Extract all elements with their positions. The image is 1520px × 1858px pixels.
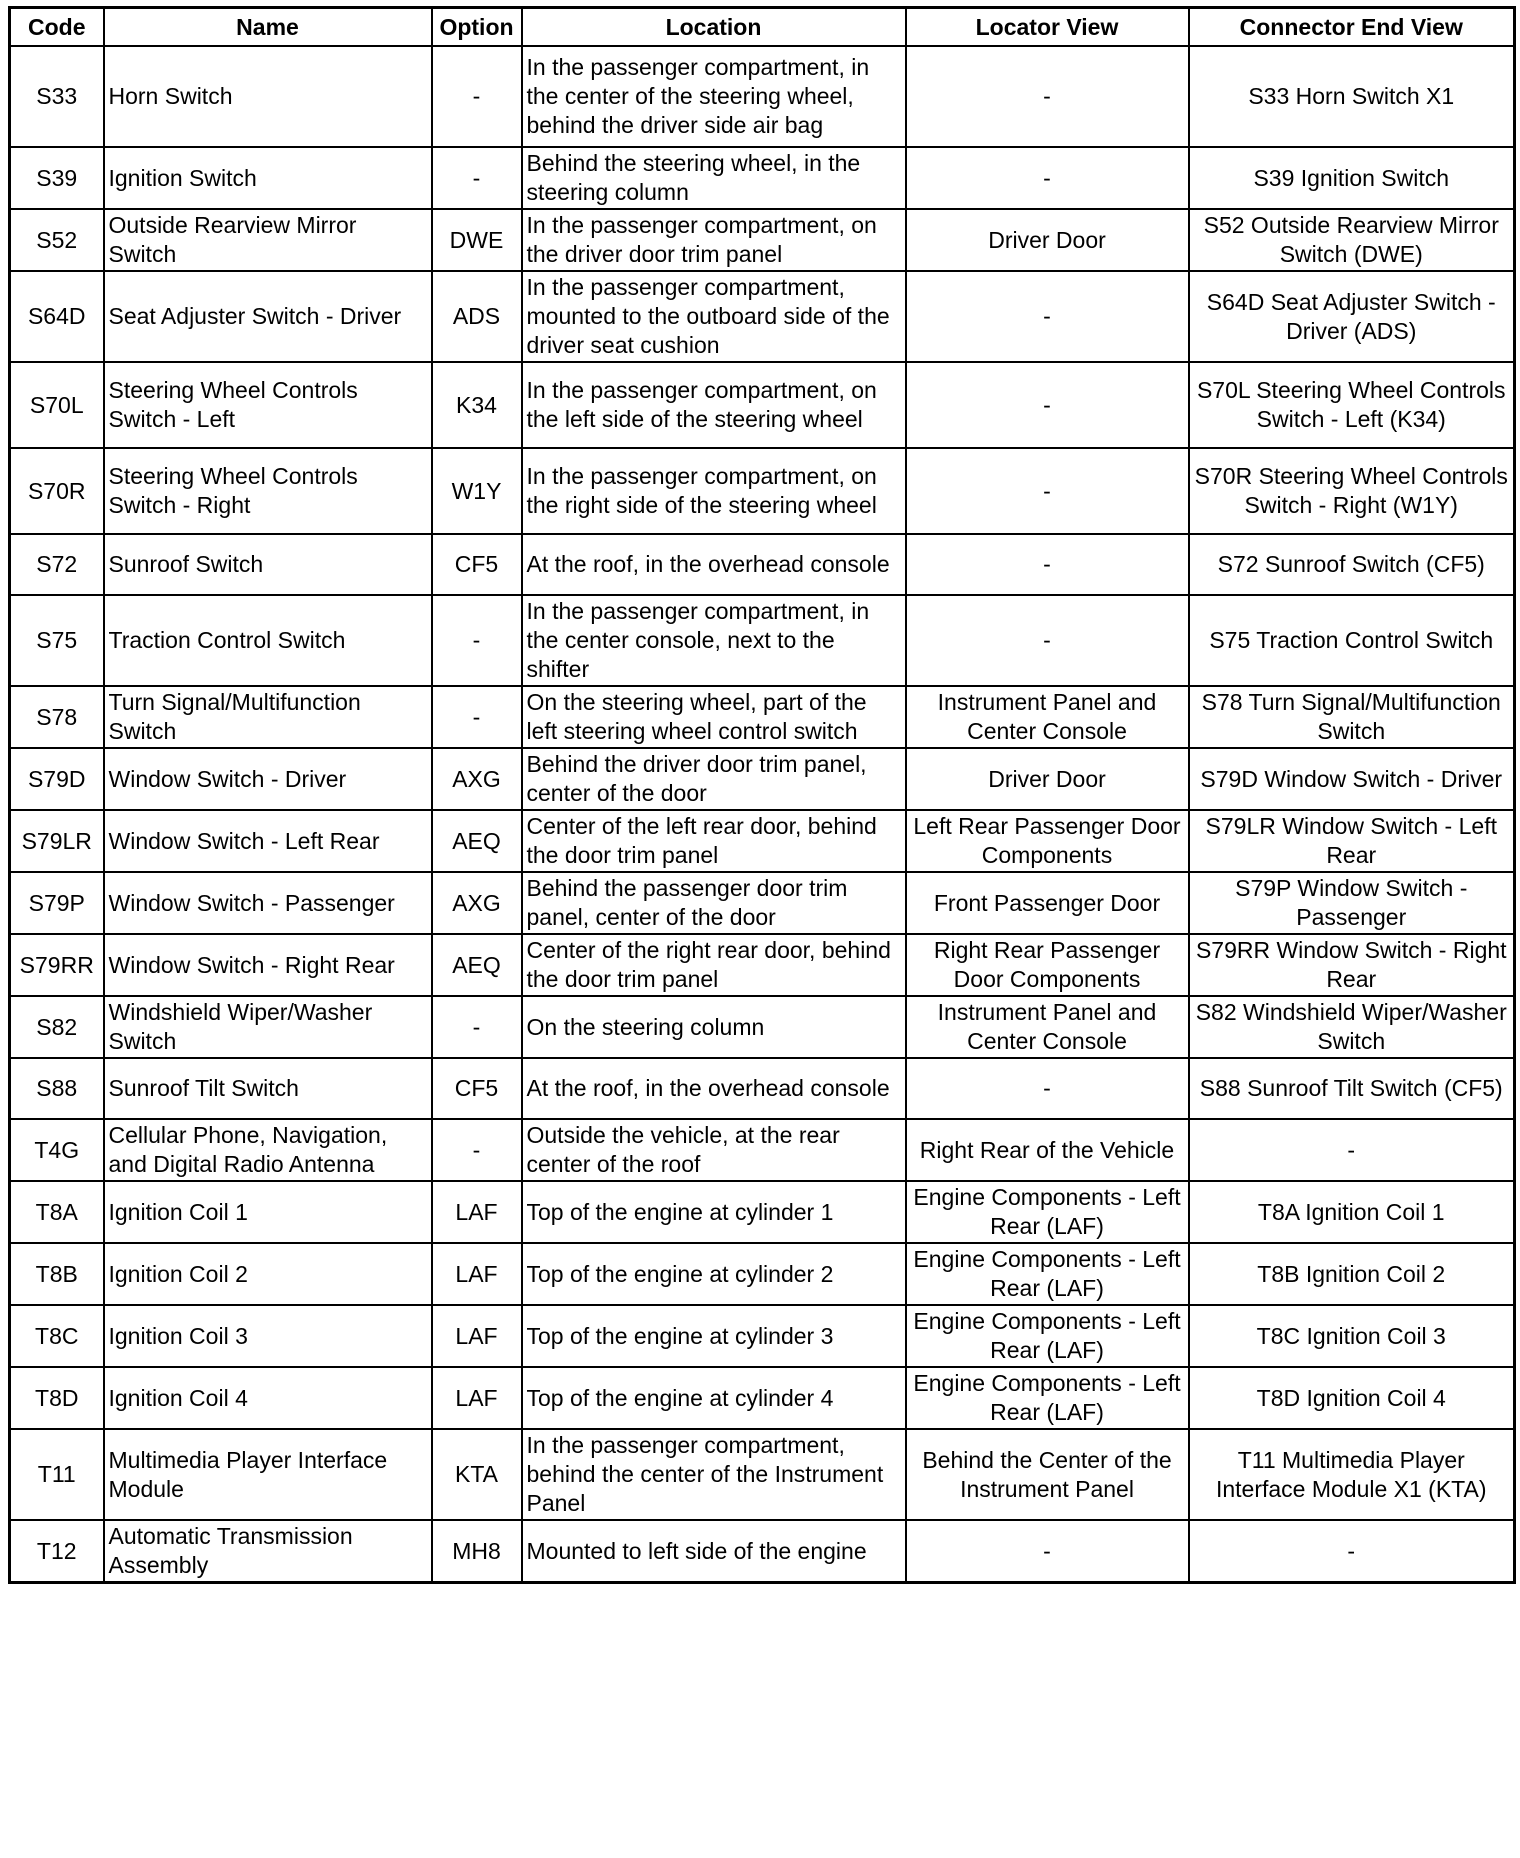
cell-locator-view: -	[906, 1520, 1189, 1583]
cell-locator-view: Driver Door	[906, 209, 1189, 271]
cell-option: AEQ	[432, 810, 522, 872]
cell-option: LAF	[432, 1243, 522, 1305]
cell-name: Ignition Coil 4	[104, 1367, 432, 1429]
cell-option: CF5	[432, 1058, 522, 1119]
cell-code: S79P	[10, 872, 104, 934]
table-row	[10, 872, 1515, 934]
cell-location: Mounted to left side of the engine	[522, 1520, 906, 1583]
cell-option: CF5	[432, 534, 522, 595]
cell-option: AEQ	[432, 934, 522, 996]
cell-code: T4G	[10, 1119, 104, 1181]
cell-option: DWE	[432, 209, 522, 271]
header-location: Location	[522, 8, 906, 47]
cell-option: KTA	[432, 1429, 522, 1520]
cell-connector-end-view: S82 Windshield Wiper/Washer Switch	[1189, 996, 1515, 1058]
cell-location: Behind the driver door trim panel, center of the door	[522, 748, 906, 810]
table-body	[10, 46, 1515, 1583]
cell-connector-end-view: S64D Seat Adjuster Switch - Driver (ADS)	[1189, 271, 1515, 362]
cell-location: At the roof, in the overhead console	[522, 1058, 906, 1119]
cell-option: LAF	[432, 1367, 522, 1429]
cell-location: Outside the vehicle, at the rear center of the roof	[522, 1119, 906, 1181]
cell-option: -	[432, 1119, 522, 1181]
cell-location: Top of the engine at cylinder 3	[522, 1305, 906, 1367]
cell-locator-view: Driver Door	[906, 748, 1189, 810]
cell-location: On the steering column	[522, 996, 906, 1058]
table-row	[10, 1058, 1515, 1119]
table-row	[10, 996, 1515, 1058]
table-row	[10, 362, 1515, 448]
cell-locator-view: Behind the Center of the Instrument Panel	[906, 1429, 1189, 1520]
cell-name: Windshield Wiper/Washer Switch	[104, 996, 432, 1058]
cell-location: In the passenger compartment, on the driver door trim panel	[522, 209, 906, 271]
cell-locator-view: -	[906, 147, 1189, 209]
cell-name: Window Switch - Right Rear	[104, 934, 432, 996]
table-row	[10, 147, 1515, 209]
cell-connector-end-view: S79RR Window Switch - Right Rear	[1189, 934, 1515, 996]
table-row	[10, 595, 1515, 686]
cell-code: T8A	[10, 1181, 104, 1243]
cell-name: Cellular Phone, Navigation, and Digital Radio Antenna	[104, 1119, 432, 1181]
cell-option: -	[432, 996, 522, 1058]
cell-code: S70R	[10, 448, 104, 534]
cell-location: In the passenger compartment, on the right side of the steering wheel	[522, 448, 906, 534]
cell-code: S72	[10, 534, 104, 595]
cell-name: Window Switch - Driver	[104, 748, 432, 810]
cell-name: Window Switch - Passenger	[104, 872, 432, 934]
table-row	[10, 1181, 1515, 1243]
cell-location: In the passenger compartment, on the left side of the steering wheel	[522, 362, 906, 448]
cell-code: T8D	[10, 1367, 104, 1429]
cell-locator-view: Engine Components - Left Rear (LAF)	[906, 1181, 1189, 1243]
cell-connector-end-view: -	[1189, 1520, 1515, 1583]
cell-location: In the passenger compartment, behind the center of the Instrument Panel	[522, 1429, 906, 1520]
cell-name: Steering Wheel Controls Switch - Right	[104, 448, 432, 534]
cell-location: On the steering wheel, part of the left steering wheel control switch	[522, 686, 906, 748]
cell-option: W1Y	[432, 448, 522, 534]
cell-connector-end-view: T8A Ignition Coil 1	[1189, 1181, 1515, 1243]
cell-connector-end-view: T11 Multimedia Player Interface Module X1 (KTA)	[1189, 1429, 1515, 1520]
cell-locator-view: Front Passenger Door	[906, 872, 1189, 934]
cell-code: S79LR	[10, 810, 104, 872]
cell-locator-view: Instrument Panel and Center Console	[906, 686, 1189, 748]
cell-code: T11	[10, 1429, 104, 1520]
cell-option: K34	[432, 362, 522, 448]
cell-locator-view: Engine Components - Left Rear (LAF)	[906, 1367, 1189, 1429]
cell-connector-end-view: T8D Ignition Coil 4	[1189, 1367, 1515, 1429]
cell-location: Center of the left rear door, behind the door trim panel	[522, 810, 906, 872]
cell-locator-view: -	[906, 534, 1189, 595]
table-row	[10, 1367, 1515, 1429]
cell-location: In the passenger compartment, mounted to the outboard side of the driver seat cushion	[522, 271, 906, 362]
cell-name: Ignition Coil 1	[104, 1181, 432, 1243]
cell-connector-end-view: -	[1189, 1119, 1515, 1181]
cell-location: Behind the passenger door trim panel, center of the door	[522, 872, 906, 934]
table-row	[10, 1243, 1515, 1305]
cell-locator-view: Engine Components - Left Rear (LAF)	[906, 1243, 1189, 1305]
cell-connector-end-view: S79LR Window Switch - Left Rear	[1189, 810, 1515, 872]
cell-code: S39	[10, 147, 104, 209]
cell-option: AXG	[432, 872, 522, 934]
header-option: Option	[432, 8, 522, 47]
cell-option: LAF	[432, 1181, 522, 1243]
table-row	[10, 271, 1515, 362]
cell-option: -	[432, 147, 522, 209]
cell-connector-end-view: S79D Window Switch - Driver	[1189, 748, 1515, 810]
cell-name: Horn Switch	[104, 46, 432, 147]
cell-name: Seat Adjuster Switch - Driver	[104, 271, 432, 362]
cell-code: T12	[10, 1520, 104, 1583]
component-locator-table	[8, 6, 1516, 1584]
cell-locator-view: Right Rear Passenger Door Components	[906, 934, 1189, 996]
cell-code: S88	[10, 1058, 104, 1119]
cell-code: S78	[10, 686, 104, 748]
cell-option: -	[432, 686, 522, 748]
cell-locator-view: -	[906, 448, 1189, 534]
cell-code: S79D	[10, 748, 104, 810]
cell-connector-end-view: S79P Window Switch - Passenger	[1189, 872, 1515, 934]
cell-location: Behind the steering wheel, in the steering column	[522, 147, 906, 209]
cell-option: ADS	[432, 271, 522, 362]
table-row	[10, 1520, 1515, 1583]
cell-option: MH8	[432, 1520, 522, 1583]
table-row	[10, 534, 1515, 595]
cell-name: Outside Rearview Mirror Switch	[104, 209, 432, 271]
cell-code: S75	[10, 595, 104, 686]
cell-locator-view: -	[906, 46, 1189, 147]
cell-code: T8B	[10, 1243, 104, 1305]
cell-name: Traction Control Switch	[104, 595, 432, 686]
cell-name: Steering Wheel Controls Switch - Left	[104, 362, 432, 448]
cell-connector-end-view: S72 Sunroof Switch (CF5)	[1189, 534, 1515, 595]
cell-name: Multimedia Player Interface Module	[104, 1429, 432, 1520]
cell-code: S64D	[10, 271, 104, 362]
table-row	[10, 810, 1515, 872]
table-row	[10, 1305, 1515, 1367]
cell-connector-end-view: S70R Steering Wheel Controls Switch - Right (W1Y)	[1189, 448, 1515, 534]
cell-code: T8C	[10, 1305, 104, 1367]
cell-connector-end-view: S33 Horn Switch X1	[1189, 46, 1515, 147]
cell-option: LAF	[432, 1305, 522, 1367]
header-locator-view: Locator View	[906, 8, 1189, 47]
cell-connector-end-view: S52 Outside Rearview Mirror Switch (DWE)	[1189, 209, 1515, 271]
cell-code: S70L	[10, 362, 104, 448]
cell-location: In the passenger compartment, in the center of the steering wheel, behind the driver side air bag	[522, 46, 906, 147]
cell-connector-end-view: S70L Steering Wheel Controls Switch - Left (K34)	[1189, 362, 1515, 448]
cell-location: Top of the engine at cylinder 2	[522, 1243, 906, 1305]
table-row	[10, 1119, 1515, 1181]
cell-locator-view: -	[906, 1058, 1189, 1119]
cell-name: Ignition Coil 2	[104, 1243, 432, 1305]
cell-name: Window Switch - Left Rear	[104, 810, 432, 872]
cell-name: Turn Signal/Multifunction Switch	[104, 686, 432, 748]
cell-connector-end-view: S78 Turn Signal/Multifunction Switch	[1189, 686, 1515, 748]
table-header-row	[10, 8, 1515, 47]
cell-location: At the roof, in the overhead console	[522, 534, 906, 595]
cell-locator-view: Engine Components - Left Rear (LAF)	[906, 1305, 1189, 1367]
cell-option: AXG	[432, 748, 522, 810]
cell-locator-view: Left Rear Passenger Door Components	[906, 810, 1189, 872]
cell-option: -	[432, 595, 522, 686]
cell-locator-view: -	[906, 362, 1189, 448]
table-row	[10, 748, 1515, 810]
cell-connector-end-view: T8B Ignition Coil 2	[1189, 1243, 1515, 1305]
header-connector-end-view: Connector End View	[1189, 8, 1515, 47]
cell-code: S79RR	[10, 934, 104, 996]
cell-name: Ignition Coil 3	[104, 1305, 432, 1367]
cell-location: In the passenger compartment, in the center console, next to the shifter	[522, 595, 906, 686]
table-row	[10, 1429, 1515, 1520]
cell-name: Ignition Switch	[104, 147, 432, 209]
cell-connector-end-view: S88 Sunroof Tilt Switch (CF5)	[1189, 1058, 1515, 1119]
cell-locator-view: -	[906, 595, 1189, 686]
cell-connector-end-view: S75 Traction Control Switch	[1189, 595, 1515, 686]
cell-location: Top of the engine at cylinder 1	[522, 1181, 906, 1243]
table-row	[10, 686, 1515, 748]
cell-location: Center of the right rear door, behind the door trim panel	[522, 934, 906, 996]
cell-locator-view: Right Rear of the Vehicle	[906, 1119, 1189, 1181]
cell-name: Automatic Transmission Assembly	[104, 1520, 432, 1583]
table-row	[10, 934, 1515, 996]
cell-connector-end-view: S39 Ignition Switch	[1189, 147, 1515, 209]
table-row	[10, 46, 1515, 147]
cell-code: S52	[10, 209, 104, 271]
cell-name: Sunroof Switch	[104, 534, 432, 595]
header-name: Name	[104, 8, 432, 47]
cell-option: -	[432, 46, 522, 147]
table-row	[10, 209, 1515, 271]
cell-locator-view: -	[906, 271, 1189, 362]
cell-code: S33	[10, 46, 104, 147]
table-row	[10, 448, 1515, 534]
cell-location: Top of the engine at cylinder 4	[522, 1367, 906, 1429]
header-code: Code	[10, 8, 104, 47]
cell-locator-view: Instrument Panel and Center Console	[906, 996, 1189, 1058]
cell-connector-end-view: T8C Ignition Coil 3	[1189, 1305, 1515, 1367]
cell-code: S82	[10, 996, 104, 1058]
cell-name: Sunroof Tilt Switch	[104, 1058, 432, 1119]
